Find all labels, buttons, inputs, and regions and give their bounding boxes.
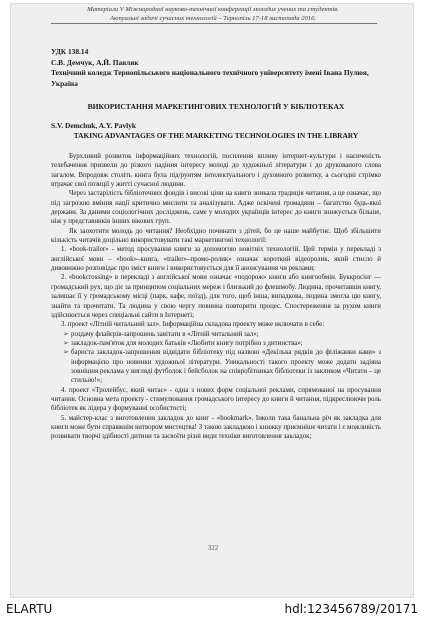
- bullet-item-2: [63, 339, 381, 348]
- repository-name: ELARTU: [6, 602, 53, 616]
- authors-ua: С.В. Демчук, А.Й. Павляк: [51, 58, 139, 67]
- affiliation: Технічний коледж Тернопільського національного технічного університету імені Івана Пулюя, Україна: [51, 68, 369, 88]
- header-line-2: Актуальні задачі сучасних технологій – Тернопіль 17-18 листопада 2016.: [109, 15, 317, 22]
- paragraph-3: Як заохотити молодь до читання? Необхідно починати з дітей, бо це наше майбутнє. Щоб збільшити кількість читачів доцільно використовувати такі маркетингові технології:: [51, 227, 381, 245]
- title-en: TAKING ADVANTAGES OF THE MARKETING TECHNOLOGIES IN THE LIBRARY: [73, 131, 359, 140]
- bullet-text: закладок-пам'яток для молодих батьків «Любити книгу потрібно з дитинства»;: [71, 339, 303, 347]
- list-item-5: 5. майстер-клас з виготовлення закладок до книг - «bookmark». Інколи така банальна річ як закладка для книги може бути справжнім витвором мистецтва! З такою закладкою і книжку приємніше читати і є можливість розвивати творчі здібності дитини та засвоїти різні види техніки виготовлення закладок;: [51, 414, 381, 441]
- running-header: [27, 5, 399, 23]
- paragraph-1: Бурхливий розвиток інформаційних технологій, посилення впливу інтернет-культури і насиченість телебачення призвели до різкого падіння інтересу молоді до художньої літератури і до друкованого слова загалом. Впродовж століть книга була під/рунтям інтелектуального і духовного розвитку, а сьогодні стрімко втрачає свої позиції у житті сучасної людини.: [51, 153, 381, 189]
- bullet-item-1: [63, 330, 381, 339]
- handle-identifier: hdl:123456789/20171: [284, 602, 418, 616]
- bullet-item-3: [63, 348, 381, 385]
- udk-code: УДК 138.14: [51, 47, 89, 56]
- bullet-icon: ➢: [63, 349, 69, 357]
- bullet-icon: ➢: [63, 330, 69, 338]
- bullet-text: бариста закладок-запрошення відвідати бібліотеку під назвою «Декілька рядків до філіжанки кави» з інформацією про новинки художньої літератури. Уникальності такого проекту може додати задіяна зовнішня реклама у вигляді футболок і бейсболок на співробітниках бібліотеки із закликом «Читати – це стильно!»;: [71, 349, 381, 385]
- repository-footer: [0, 600, 424, 620]
- list-item-3: 3. проект «Літній читальний зал». Інформаційна складова проекту може включати в себе:: [61, 321, 325, 329]
- header-line-1: Матеріали V Міжнародної науково-технічної конференції молодих учених та студентів.: [87, 6, 339, 13]
- article-body: [51, 152, 381, 442]
- bullet-text: роздачу флайєрів-запрошень завітати в «Літній читальний зал»;: [71, 330, 259, 338]
- paragraph-2: Через застарілість бібліотечних фондів і високі ціни на книги зникала традиція читання, а це означає, що під загрозою вміння нації критично мислити та аналізувати. Адже освічені громадяни – багатство будь-якої держави. За даними соціологічних досліджень, саме у молодих українців інтерес до книги знижується більше, ніж у представників інших вікових груп.: [51, 190, 381, 226]
- page-number: 322: [207, 544, 219, 552]
- bullet-icon: ➢: [63, 339, 69, 347]
- title-ua: ВИКОРИСТАННЯ МАРКЕТИНГОВИХ ТЕХНОЛОГІЙ У БІБЛІОТЕКАХ: [87, 102, 345, 111]
- list-item-2: 2. «bookcrossing» в перекладі з англійської мови означає «подорож» книги або книгообмін. Буккросінг —громадський рух, що діє за принципом соціальних мереж і близький до флешмобу. Людина, прочитавши книгу, залишає її у громадському місці (парк, кафе, поїзд), для того, щоб інша, випадкова, людина змогла цю книгу, знайти та прочитати. Та людина у свою чергу повинна повторити процес. Спостереження за рухом книги здійснюється через спеціальні сайти в Інтернеті;: [51, 274, 381, 319]
- list-item-1: 1. «book-trailer» - метод просування книги за допомогою новітніх технологій. Цей термін у перекладі з англійської мови – «book»–книга, «trailer»–промо-ролик» означає короткий відеоролик, який стисло й дивовижно розповідає про зміст книги і використовується для її анонсування чи реклами;: [51, 246, 381, 273]
- header-rule: [51, 23, 377, 24]
- authors-en: S.V. Demchuk, A.Y. Pavlyk: [51, 121, 137, 130]
- document-page: [10, 3, 414, 598]
- list-item-4: 4. проект «Тролейбус, який читає» - одна з нових форм соціальної реклами, спрямованої на просування читання. Основна мета проекту - стимулювання громадського інтересу до книги й читання, підкреслюючи роль бібліотек як лідера у формуванні особистості;: [51, 386, 381, 413]
